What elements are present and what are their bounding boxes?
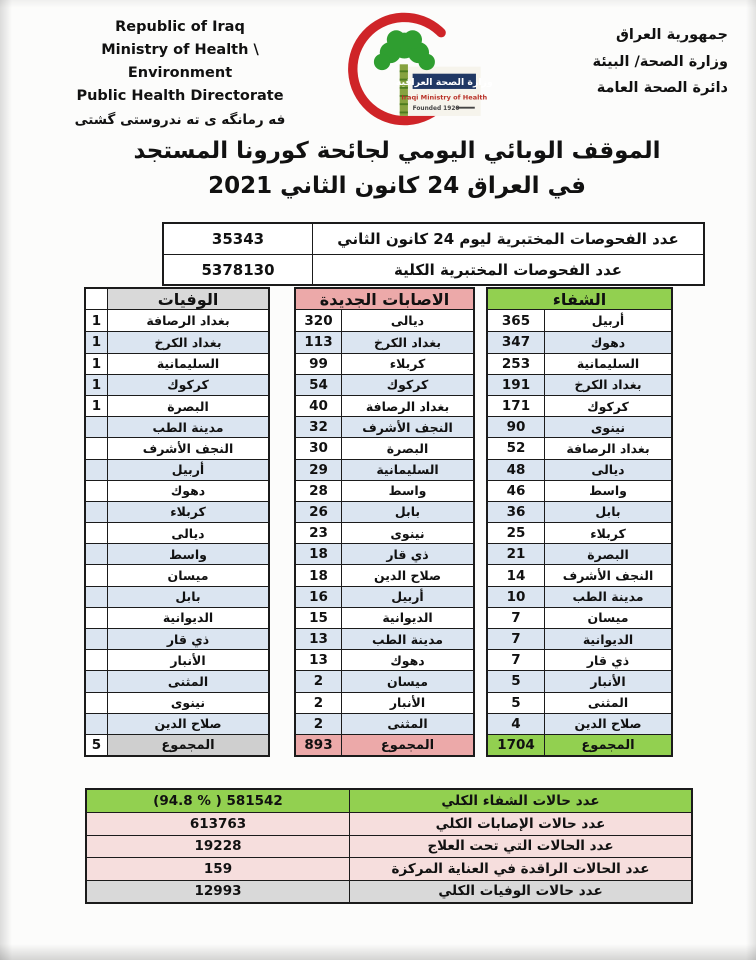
- label-cell: دهوك: [107, 481, 268, 501]
- table-row: [296, 437, 473, 458]
- report-title: [39, 134, 755, 204]
- infections-total-label: المجموع: [341, 735, 473, 755]
- label-cell: واسط: [544, 481, 671, 501]
- value-cell: 4: [511, 715, 521, 732]
- table-row: [86, 586, 268, 607]
- label-cell: ذي قار: [107, 629, 268, 649]
- label-cell: بغداد الكرخ: [107, 332, 268, 352]
- label-cell: نينوى: [107, 693, 268, 713]
- label-cell: النجف الأشرف: [107, 438, 268, 458]
- value-cell: 28: [309, 482, 328, 499]
- table-row: [488, 586, 671, 607]
- value-cell: 40: [309, 398, 328, 415]
- title-line-2: في العراق 24 كانون الثاني 2021: [208, 173, 586, 199]
- photo-edge-left: [0, 0, 12, 960]
- table-row: [164, 224, 703, 254]
- value-cell: [86, 481, 107, 501]
- table-row: [488, 310, 671, 331]
- table-row: [488, 501, 671, 522]
- value-cell: [86, 438, 107, 458]
- arabic-line-1: جمهورية العراق: [615, 27, 728, 43]
- lab-tests-table: [162, 222, 705, 286]
- value-cell: (94.8 % ) 581542: [153, 793, 283, 810]
- label-cell: السليمانية: [544, 354, 671, 374]
- table-row: [86, 331, 268, 352]
- table-row: [87, 812, 691, 834]
- new-infections-table: [294, 287, 475, 757]
- table-row: [296, 459, 473, 480]
- value-cell: 21: [506, 546, 526, 563]
- value-cell: 13: [309, 652, 328, 669]
- logo-founded-text: Founded 1920: [412, 106, 460, 113]
- label-cell: صلاح الدين: [544, 714, 671, 734]
- recoveries-table-header: [488, 289, 671, 310]
- label-cell: بغداد الكرخ: [341, 332, 473, 352]
- value-cell: 18: [309, 567, 328, 584]
- value-cell: 14: [506, 567, 526, 584]
- label-cell: ديالى: [544, 460, 671, 480]
- summary-table: [85, 788, 693, 904]
- tests-total-label: عدد الفحوصات المختبرية الكلية: [312, 255, 703, 284]
- table-row: [86, 670, 268, 691]
- table-row: [296, 607, 473, 628]
- infections-rows: [296, 310, 473, 734]
- label-cell: الأنبار: [107, 650, 268, 670]
- table-row: [488, 353, 671, 374]
- label-cell: عدد الحالات التي تحت العلاج: [349, 836, 691, 857]
- deaths-total-row: [86, 734, 268, 755]
- table-row: [87, 880, 691, 902]
- label-cell: دهوك: [544, 332, 671, 352]
- label-cell: واسط: [107, 544, 268, 564]
- recoveries-table: [486, 287, 673, 757]
- value-cell: 99: [309, 355, 328, 372]
- value-cell: 30: [309, 440, 328, 457]
- value-cell: 19228: [194, 838, 242, 855]
- table-row: [296, 353, 473, 374]
- value-cell: 113: [304, 334, 333, 351]
- table-row: [296, 331, 473, 352]
- table-row: [86, 713, 268, 734]
- table-row: [296, 628, 473, 649]
- label-cell: المثنى: [544, 693, 671, 713]
- label-cell: البصرة: [107, 396, 268, 416]
- label-cell: دهوك: [341, 650, 473, 670]
- value-cell: 46: [506, 482, 526, 499]
- label-cell: واسط: [341, 481, 473, 501]
- table-row: [488, 331, 671, 352]
- infections-table-header: [296, 289, 473, 310]
- title-line-1: الموقف الوبائي اليومي لجائحة كورونا المستجد: [133, 138, 661, 164]
- table-row: [86, 353, 268, 374]
- english-line-1: Republic of Iraq: [115, 19, 245, 35]
- label-cell: النجف الأشرف: [544, 565, 671, 585]
- table-row: [488, 543, 671, 564]
- kurdish-line: فه رمانگه ى ته ندروستى گشتى: [74, 112, 286, 128]
- value-cell: 16: [309, 588, 328, 605]
- letterhead-english: [52, 16, 308, 132]
- label-cell: صلاح الدين: [341, 565, 473, 585]
- value-cell: 54: [309, 376, 328, 393]
- english-line-3: Public Health Directorate: [76, 88, 284, 104]
- letterhead-arabic: [538, 22, 728, 102]
- table-row: [296, 310, 473, 331]
- table-row: [86, 522, 268, 543]
- table-row: [86, 374, 268, 395]
- table-row: [488, 437, 671, 458]
- label-cell: نينوى: [341, 523, 473, 543]
- value-cell: [86, 544, 107, 564]
- deaths-table-title: الوفيات: [107, 289, 268, 309]
- value-cell: 13: [309, 631, 328, 648]
- value-cell: 10: [506, 588, 526, 605]
- value-cell: [86, 714, 107, 734]
- label-cell: البصرة: [341, 438, 473, 458]
- value-cell: 90: [506, 419, 526, 436]
- deaths-total-label: المجموع: [107, 735, 268, 755]
- recoveries-table-title: الشفاء: [552, 289, 607, 309]
- label-cell: كركوك: [544, 396, 671, 416]
- value-cell: [86, 693, 107, 713]
- table-row: [488, 628, 671, 649]
- value-cell: [86, 629, 107, 649]
- tests-total-value: 5378130: [201, 260, 275, 279]
- label-cell: الأنبار: [544, 671, 671, 691]
- value-cell: [86, 608, 107, 628]
- value-cell: 1: [91, 334, 102, 351]
- label-cell: ذي قار: [341, 544, 473, 564]
- label-cell: ميسان: [341, 671, 473, 691]
- label-cell: الأنبار: [341, 693, 473, 713]
- label-cell: كركوك: [341, 375, 473, 395]
- photo-edge-top: [0, 0, 756, 8]
- label-cell: مدينة الطب: [107, 417, 268, 437]
- value-cell: 320: [304, 312, 333, 329]
- value-cell: 347: [501, 334, 531, 351]
- deaths-rows: [86, 310, 268, 734]
- table-row: [296, 543, 473, 564]
- value-cell: 2: [313, 673, 324, 690]
- table-row: [488, 713, 671, 734]
- table-row: [296, 416, 473, 437]
- value-cell: [86, 523, 107, 543]
- value-cell: 365: [501, 312, 531, 329]
- label-cell: ديالى: [107, 523, 268, 543]
- table-row: [488, 670, 671, 691]
- table-row: [488, 564, 671, 585]
- value-cell: 5: [511, 694, 521, 711]
- table-row: [296, 586, 473, 607]
- label-cell: كركوك: [107, 375, 268, 395]
- label-cell: بغداد الرصافة: [341, 396, 473, 416]
- label-cell: عدد حالات الإصابات الكلي: [349, 813, 691, 834]
- table-row: [296, 670, 473, 691]
- value-cell: 25: [506, 525, 526, 542]
- value-cell: 29: [309, 461, 328, 478]
- value-cell: 171: [501, 398, 531, 415]
- recoveries-rows: [488, 310, 671, 734]
- label-cell: أربيل: [341, 587, 473, 607]
- label-cell: نينوى: [544, 417, 671, 437]
- table-row: [488, 416, 671, 437]
- table-row: [87, 835, 691, 857]
- value-cell: 7: [511, 652, 521, 669]
- value-cell: [86, 587, 107, 607]
- label-cell: كربلاء: [341, 354, 473, 374]
- table-row: [488, 459, 671, 480]
- value-cell: [86, 650, 107, 670]
- value-cell: [86, 417, 107, 437]
- table-row: [296, 374, 473, 395]
- tests-daily-label: عدد الفحوصات المختبرية ليوم 24 كانون الثاني: [312, 224, 703, 254]
- value-cell: 32: [309, 419, 328, 436]
- value-cell: 7: [511, 609, 521, 626]
- label-cell: بغداد الرصافة: [107, 310, 268, 331]
- value-cell: 1: [91, 355, 102, 372]
- table-row: [86, 607, 268, 628]
- label-cell: ديالى: [341, 310, 473, 331]
- label-cell: كربلاء: [107, 502, 268, 522]
- value-cell: 191: [501, 376, 531, 393]
- deaths-total-value: 5: [86, 735, 107, 755]
- table-row: [296, 692, 473, 713]
- table-row: [86, 543, 268, 564]
- value-cell: [86, 565, 107, 585]
- table-row: [86, 480, 268, 501]
- recoveries-total-label: المجموع: [544, 735, 671, 755]
- table-row: [86, 628, 268, 649]
- value-cell: 23: [309, 525, 328, 542]
- table-row: [296, 480, 473, 501]
- label-cell: السليمانية: [341, 460, 473, 480]
- table-row: [296, 713, 473, 734]
- table-row: [488, 522, 671, 543]
- table-row: [86, 437, 268, 458]
- label-cell: الديوانية: [341, 608, 473, 628]
- deaths-table: [84, 287, 270, 757]
- table-row: [296, 564, 473, 585]
- table-row: [87, 857, 691, 879]
- label-cell: مدينة الطب: [544, 587, 671, 607]
- label-cell: صلاح الدين: [107, 714, 268, 734]
- recoveries-total-value: 1704: [488, 735, 544, 755]
- table-row: [86, 459, 268, 480]
- table-row: [296, 501, 473, 522]
- value-cell: 48: [506, 461, 526, 478]
- table-row: [86, 564, 268, 585]
- value-cell: 18: [309, 546, 328, 563]
- label-cell: أربيل: [544, 310, 671, 331]
- infections-table-title: الاصابات الجديدة: [319, 289, 450, 309]
- arabic-line-3: دائرة الصحة العامة: [596, 80, 728, 96]
- label-cell: المثنى: [341, 714, 473, 734]
- value-cell: [86, 460, 107, 480]
- value-cell: 5: [511, 673, 521, 690]
- value-cell: 2: [313, 694, 324, 711]
- table-row: [86, 501, 268, 522]
- label-cell: بابل: [544, 502, 671, 522]
- ministry-logo: [333, 8, 511, 130]
- label-cell: بابل: [107, 587, 268, 607]
- infections-total-row: [296, 734, 473, 755]
- header-spacer-cell: [86, 289, 107, 309]
- table-row: [86, 692, 268, 713]
- english-line-2: Ministry of Health \ Environment: [101, 42, 259, 81]
- table-row: [164, 254, 703, 284]
- table-row: [488, 395, 671, 416]
- recoveries-total-row: [488, 734, 671, 755]
- table-row: [296, 395, 473, 416]
- table-row: [488, 649, 671, 670]
- label-cell: مدينة الطب: [341, 629, 473, 649]
- label-cell: البصرة: [544, 544, 671, 564]
- label-cell: المثنى: [107, 671, 268, 691]
- table-row: [488, 480, 671, 501]
- value-cell: 52: [506, 440, 526, 457]
- value-cell: 1: [91, 376, 102, 393]
- value-cell: 2: [313, 715, 324, 732]
- table-row: [488, 607, 671, 628]
- label-cell: النجف الأشرف: [341, 417, 473, 437]
- label-cell: كربلاء: [544, 523, 671, 543]
- label-cell: بغداد الكرخ: [544, 375, 671, 395]
- label-cell: عدد الحالات الراقدة في العناية المركزة: [349, 858, 691, 879]
- label-cell: ميسان: [107, 565, 268, 585]
- value-cell: 159: [203, 860, 233, 877]
- value-cell: [86, 502, 107, 522]
- label-cell: عدد حالات الشفاء الكلي: [349, 790, 691, 812]
- arabic-line-2: وزارة الصحة/ البيئة: [592, 53, 728, 70]
- infections-total-value: 893: [296, 735, 341, 755]
- label-cell: الديوانية: [544, 629, 671, 649]
- value-cell: 26: [309, 503, 328, 520]
- table-row: [86, 395, 268, 416]
- value-cell: 1: [91, 312, 102, 329]
- table-row: [296, 522, 473, 543]
- label-cell: ذي قار: [544, 650, 671, 670]
- label-cell: الديوانية: [107, 608, 268, 628]
- value-cell: 253: [501, 355, 531, 372]
- value-cell: 613763: [189, 816, 247, 833]
- value-cell: 7: [511, 631, 521, 648]
- label-cell: بغداد الرصافة: [544, 438, 671, 458]
- logo-arabic-text: وزارة الصحة العراقية: [395, 76, 493, 88]
- label-cell: السليمانية: [107, 354, 268, 374]
- label-cell: عدد حالات الوفيات الكلي: [349, 881, 691, 902]
- value-cell: 1: [91, 398, 102, 415]
- table-row: [86, 416, 268, 437]
- table-row: [87, 790, 691, 812]
- table-row: [86, 310, 268, 331]
- label-cell: بابل: [341, 502, 473, 522]
- value-cell: 15: [309, 609, 328, 626]
- value-cell: 12993: [194, 883, 242, 900]
- logo-english-text: Iraqi Ministry of Health: [401, 93, 488, 102]
- tests-daily-value: 35343: [211, 230, 265, 248]
- table-row: [488, 692, 671, 713]
- value-cell: 36: [506, 503, 526, 520]
- table-row: [488, 374, 671, 395]
- summary-rows: [87, 790, 691, 902]
- label-cell: أربيل: [107, 460, 268, 480]
- label-cell: ميسان: [544, 608, 671, 628]
- value-cell: [86, 671, 107, 691]
- table-row: [296, 649, 473, 670]
- deaths-table-header: [86, 289, 268, 310]
- photo-edge-bottom: [0, 944, 756, 960]
- table-row: [86, 649, 268, 670]
